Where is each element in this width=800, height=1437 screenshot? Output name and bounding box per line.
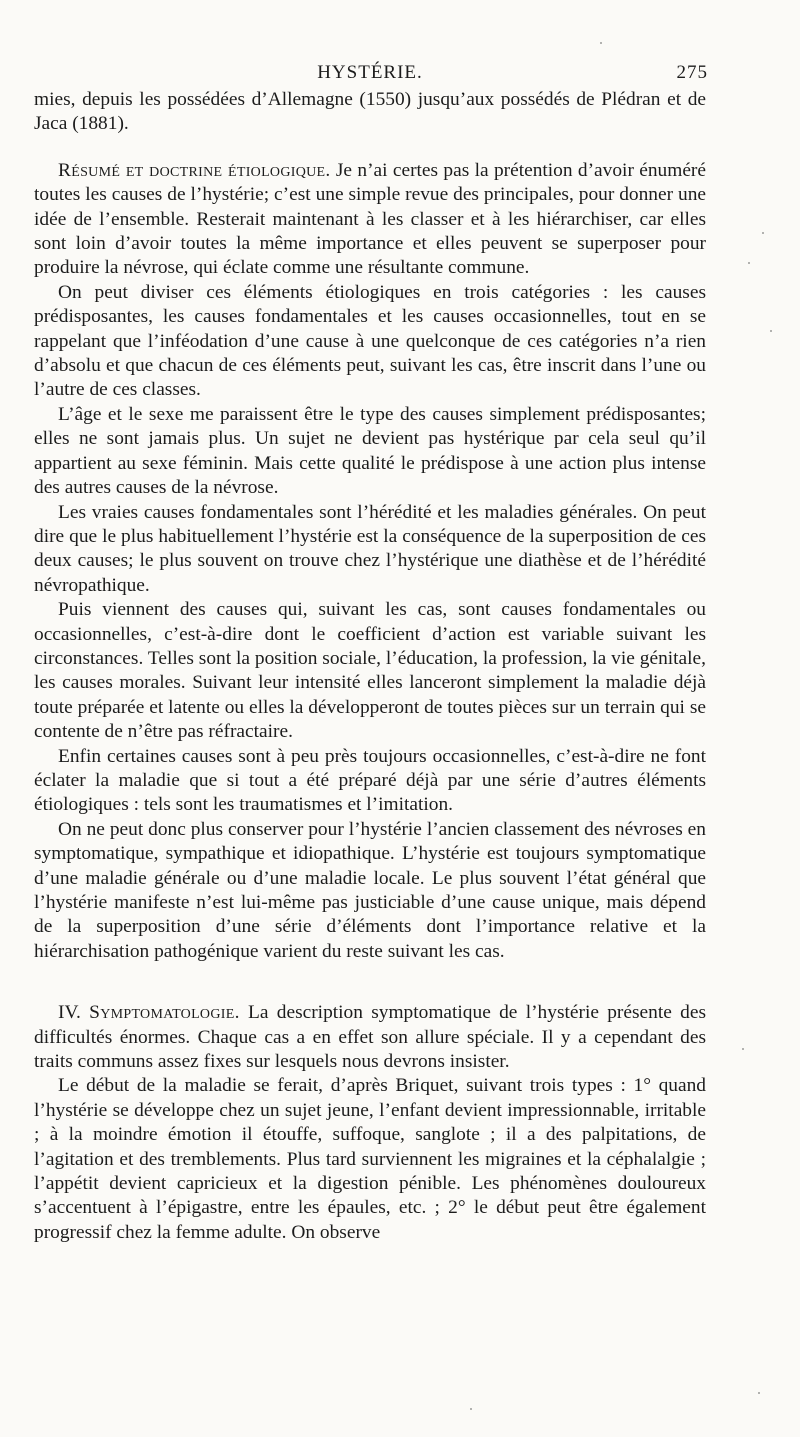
paragraph: Les vraies causes fondamentales sont l’hérédité et les maladies générales. On peut dire que le plus habituellement l’hystérie est la conséquence de la superposition de ces deux causes; le plus souvent on trouve chez l’hystérique une diathèse et de l’hérédité névropathique. bbox=[34, 501, 706, 596]
paragraph: Enfin certaines causes sont à peu près toujours occasionnelles, c’est-à-dire ne font éclater la maladie que si tout a été préparé déjà par une série d’autres éléments étiologiques : tels sont les traumatismes et l’imitation. bbox=[34, 745, 706, 816]
body-text bbox=[34, 88, 706, 1245]
paragraph-etiology-summary bbox=[34, 159, 706, 281]
running-title: HYSTÉRIE. bbox=[317, 62, 423, 83]
running-header bbox=[34, 58, 706, 88]
paragraph: L’âge et le sexe me paraissent être le type des causes simplement prédisposantes; elles ne sont jamais plus. Un sujet ne devient pas hystérique par cela seul qu’il appartient au sexe féminin. Mais cette qualité le prédispose à une action plus intense des autres causes de la névrose. bbox=[34, 403, 706, 499]
paragraph-text: La description symptomatique de l’hystérie présente des difficultés énormes. Chaque cas a en effet son allure spéciale. Il y a cependant des traits communs assez fixes sur lesquels nous devrons insister. bbox=[34, 1002, 706, 1073]
paragraph: Le début de la maladie se ferait, d’après Briquet, suivant trois types : 1° quand l’hystérie se développe chez un sujet jeune, l’enfant devient impressionnable, irritable ; à la moindre émotion il étouffe, suffoque, sanglote ; il a des palpitations, de l’agitation et des tremblements. Plus tard surviennent les migraines et la céphalalgie ; l’appétit devient capricieux et la digestion pénible. Les phénomènes douloureux s’accentuent à l’épigastre, entre les épaules, etc. ; 2° le début peut être également progressif chez la femme adulte. On observe bbox=[34, 1075, 706, 1243]
paragraph: On ne peut donc plus conserver pour l’hystérie l’ancien classement des névroses en symptomatique, sympathique et idiopathique. L’hystérie est toujours symptomatique d’une maladie générale ou d’une maladie locale. Le plus souvent l’état général que l’hystérie manifeste n’est lui-même pas justiciable d’une cause unique, mais dépend de la superposition d’une série d’éléments dont l’importance relative et la hiérarchisation pathogénique varient du reste suivant les cas. bbox=[34, 818, 706, 962]
section-heading-symptomatology: Symptomatologie. bbox=[89, 1002, 240, 1024]
paragraph: Puis viennent des causes qui, suivant les cas, sont causes fondamentales ou occasionnelles, c’est-à-dire dont le coefficient d’action est variable suivant les circonstances. Telles sont la position sociale, l’éducation, la profession, la vie génitale, les causes morales. Suivant leur intensité elles lanceront simplement la maladie déjà toute préparée et latente ou elles la développeront de toutes pièces sur un terrain qui se contente de n’être pas réfractaire. bbox=[34, 599, 706, 743]
section-heading-etiology: Résumé et doctrine étiologique. bbox=[58, 159, 331, 181]
page bbox=[34, 58, 706, 1245]
paragraph: On peut diviser ces éléments étiologiques en trois catégories : les causes prédisposantes, les causes fondamentales et les causes occasionnelles, tout en se rappelant que l’inféodation d’une cause à une quelconque de ces catégories n’a rien d’absolu et que chacun de ces éléments peut, suivant les cas, être inscrit dans l’une ou l’autre de ces classes. bbox=[34, 281, 706, 401]
section-number: IV. bbox=[58, 1002, 81, 1024]
paragraph-symptomatology bbox=[34, 1001, 706, 1074]
paragraph-continuation: mies, depuis les possédées d’Allemagne (1550) jusqu’aux possédés de Plédran et de Jaca (1881). bbox=[34, 89, 706, 135]
page-number: 275 bbox=[676, 62, 708, 83]
paragraph-text: Je n’ai certes pas la prétention d’avoir énuméré toutes les causes de l’hystérie; c’est une simple revue des principales, pour donner une idée de l’ensemble. Resterait maintenant à les classer et à les hiérarchiser, car elles sont loin d’avoir toutes la même importance et elles peuvent se superposer pour produire la névrose, qui éclate comme une résultante commune. bbox=[34, 159, 706, 279]
